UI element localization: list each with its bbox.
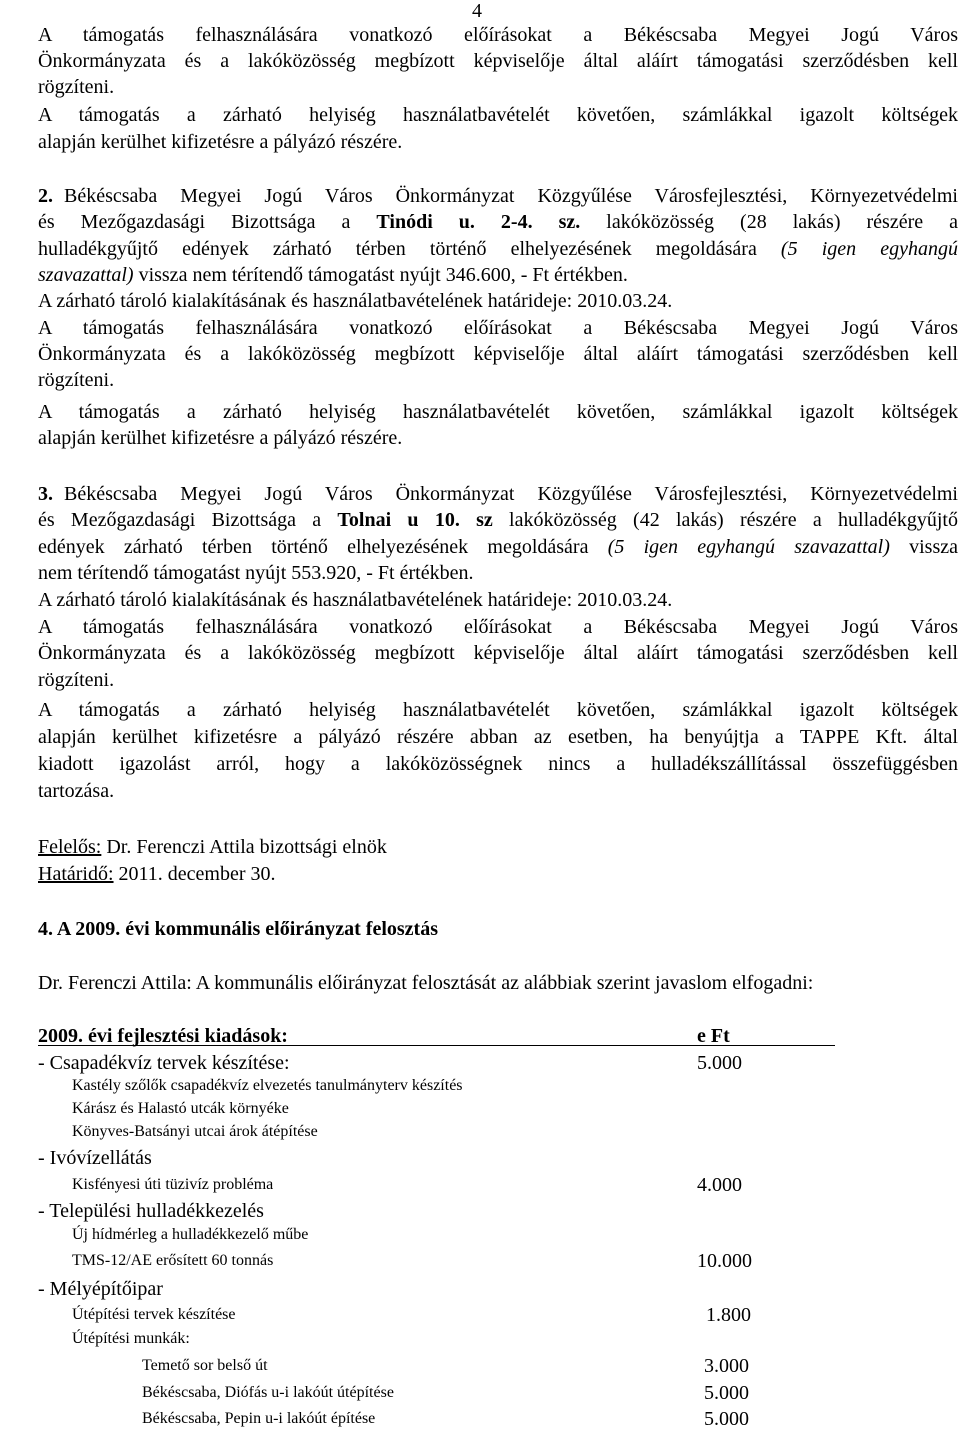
budget-row-label: Békéscsaba, Diófás u-i lakóút útépítése [142,1384,394,1401]
budget-row-label: TMS-12/AE erősített 60 tonnás [72,1252,274,1269]
paragraph-line: A támogatás a zárható helyiség használatbavételét követően, számlákkal igazolt költségek [38,104,958,126]
budget-row-amount: 1.800 [706,1304,751,1326]
paragraph-line: A zárható tároló kialakításának és használatbavételének határideje: 2010.03.24. [38,589,673,611]
paragraph-line: A támogatás felhasználására vonatkozó előírásokat a Békéscsaba Megyei Jogú Város [38,24,958,46]
item-number: 3. [38,483,53,505]
paragraph-line: rögzíteni. [38,669,115,691]
paragraph-line: alapján kerülhet kifizetésre a pályázó részére abban az esetben, ha benyújtja a TAPPE Kft. által [38,726,958,748]
paragraph-line: Önkormányzata és a lakóközösség megbízott képviselője által aláírt támogatási szerződésben kell [38,50,958,72]
budget-row-label: - Csapadékvíz tervek készítése: [38,1052,290,1074]
section-intro: Dr. Ferenczi Attila: A kommunális előirányzat felosztását az alábbiak szerint javaslom elfogadni: [38,972,814,994]
paragraph-line: nem térítendő támogatást nyújt 553.920, - Ft értékben. [38,562,474,584]
paragraph-line: edények zárható térben történő elhelyezésének megoldására (5 igen egyhangú szavazattal) vissza [38,536,958,558]
paragraph-line: A támogatás felhasználására vonatkozó előírásokat a Békéscsaba Megyei Jogú Város [38,616,958,638]
paragraph-line: rögzíteni. [38,369,115,391]
budget-row-amount: 5.000 [697,1052,742,1074]
paragraph-line: kiadott igazolást arról, hogy a lakóközösségnek nincs a hulladékszállítással összefüggésben [38,753,958,775]
budget-row-label: Könyves-Batsányi utcai árok átépítése [72,1123,318,1140]
budget-row-label: - Mélyépítőipar [38,1278,163,1300]
paragraph-line: Békéscsaba Megyei Jogú Város Önkormányzat Közgyűlése Városfejlesztési, Környezetvédelmi [64,483,958,505]
deadline-line: Határidő: 2011. december 30. [38,863,276,885]
paragraph-line: hulladékgyűjtő edények zárható térben történő elhelyezésének megoldására (5 igen egyhangú [38,238,958,260]
item-number: 2. [38,185,53,207]
paragraph-line: alapján kerülhet kifizetésre a pályázó részére. [38,427,403,449]
page-number: 4 [472,0,482,22]
paragraph-line: tartozása. [38,780,115,802]
budget-row-amount: 3.000 [704,1355,749,1377]
budget-row-label: Kisfényesi úti tüzivíz probléma [72,1176,274,1193]
budget-row-amount: 4.000 [697,1174,742,1196]
paragraph-line: és Mezőgazdasági Bizottsága a Tinódi u. 2-4. sz. lakóközösség (28 lakás) részére a [38,211,959,233]
section-heading: 4. A 2009. évi kommunális előirányzat felosztás [38,918,438,940]
budget-row-amount: 5.000 [704,1382,749,1404]
paragraph-line: Békéscsaba Megyei Jogú Város Önkormányzat Közgyűlése Városfejlesztési, Környezetvédelmi [64,185,958,207]
budget-row-label: - Települési hulladékkezelés [38,1200,264,1222]
paragraph-line: A támogatás a zárható helyiség használatbavételét követően, számlákkal igazolt költségek [38,401,958,423]
responsible-line: Felelős: Dr. Ferenczi Attila bizottsági elnök [38,836,387,858]
budget-row-label: Kárász és Halastó utcák környéke [72,1100,289,1117]
budget-header-unit: e Ft [697,1025,730,1047]
budget-row-amount: 10.000 [697,1250,752,1272]
paragraph-line: A támogatás felhasználására vonatkozó előírásokat a Békéscsaba Megyei Jogú Város [38,317,958,339]
budget-row-label: Útépítési munkák: [72,1330,190,1347]
paragraph-line: A támogatás a zárható helyiség használatbavételét követően, számlákkal igazolt költségek [38,699,958,721]
budget-row-label: Útépítési tervek készítése [72,1306,236,1323]
budget-row-amount: 5.000 [704,1408,749,1430]
budget-row-label: - Ivóvízellátás [38,1147,152,1169]
paragraph-line: A zárható tároló kialakításának és használatbavételének határideje: 2010.03.24. [38,290,673,312]
budget-row-label: Új hídmérleg a hulladékkezelő műbe [72,1226,309,1243]
budget-row-label: Temető sor belső út [142,1357,268,1374]
paragraph-line: szavazattal) vissza nem térítendő támogatást nyújt 346.600, - Ft értékben. [38,264,628,286]
budget-row-label: Kastély szőlők csapadékvíz elvezetés tanulmányterv készítés [72,1077,463,1094]
paragraph-line: rögzíteni. [38,76,115,98]
paragraph-line: Önkormányzata és a lakóközösség megbízott képviselője által aláírt támogatási szerződésben kell [38,642,958,664]
paragraph-line: és Mezőgazdasági Bizottsága a Tolnai u 10. sz lakóközösség (42 lakás) részére a hulladékgyűjtő [38,509,958,531]
budget-header-label: 2009. évi fejlesztési kiadások: [38,1025,288,1047]
budget-row-label: Békéscsaba, Pepin u-i lakóút építése [142,1410,376,1427]
paragraph-line: Önkormányzata és a lakóközösség megbízott képviselője által aláírt támogatási szerződésben kell [38,343,958,365]
paragraph-line: alapján kerülhet kifizetésre a pályázó részére. [38,131,403,153]
